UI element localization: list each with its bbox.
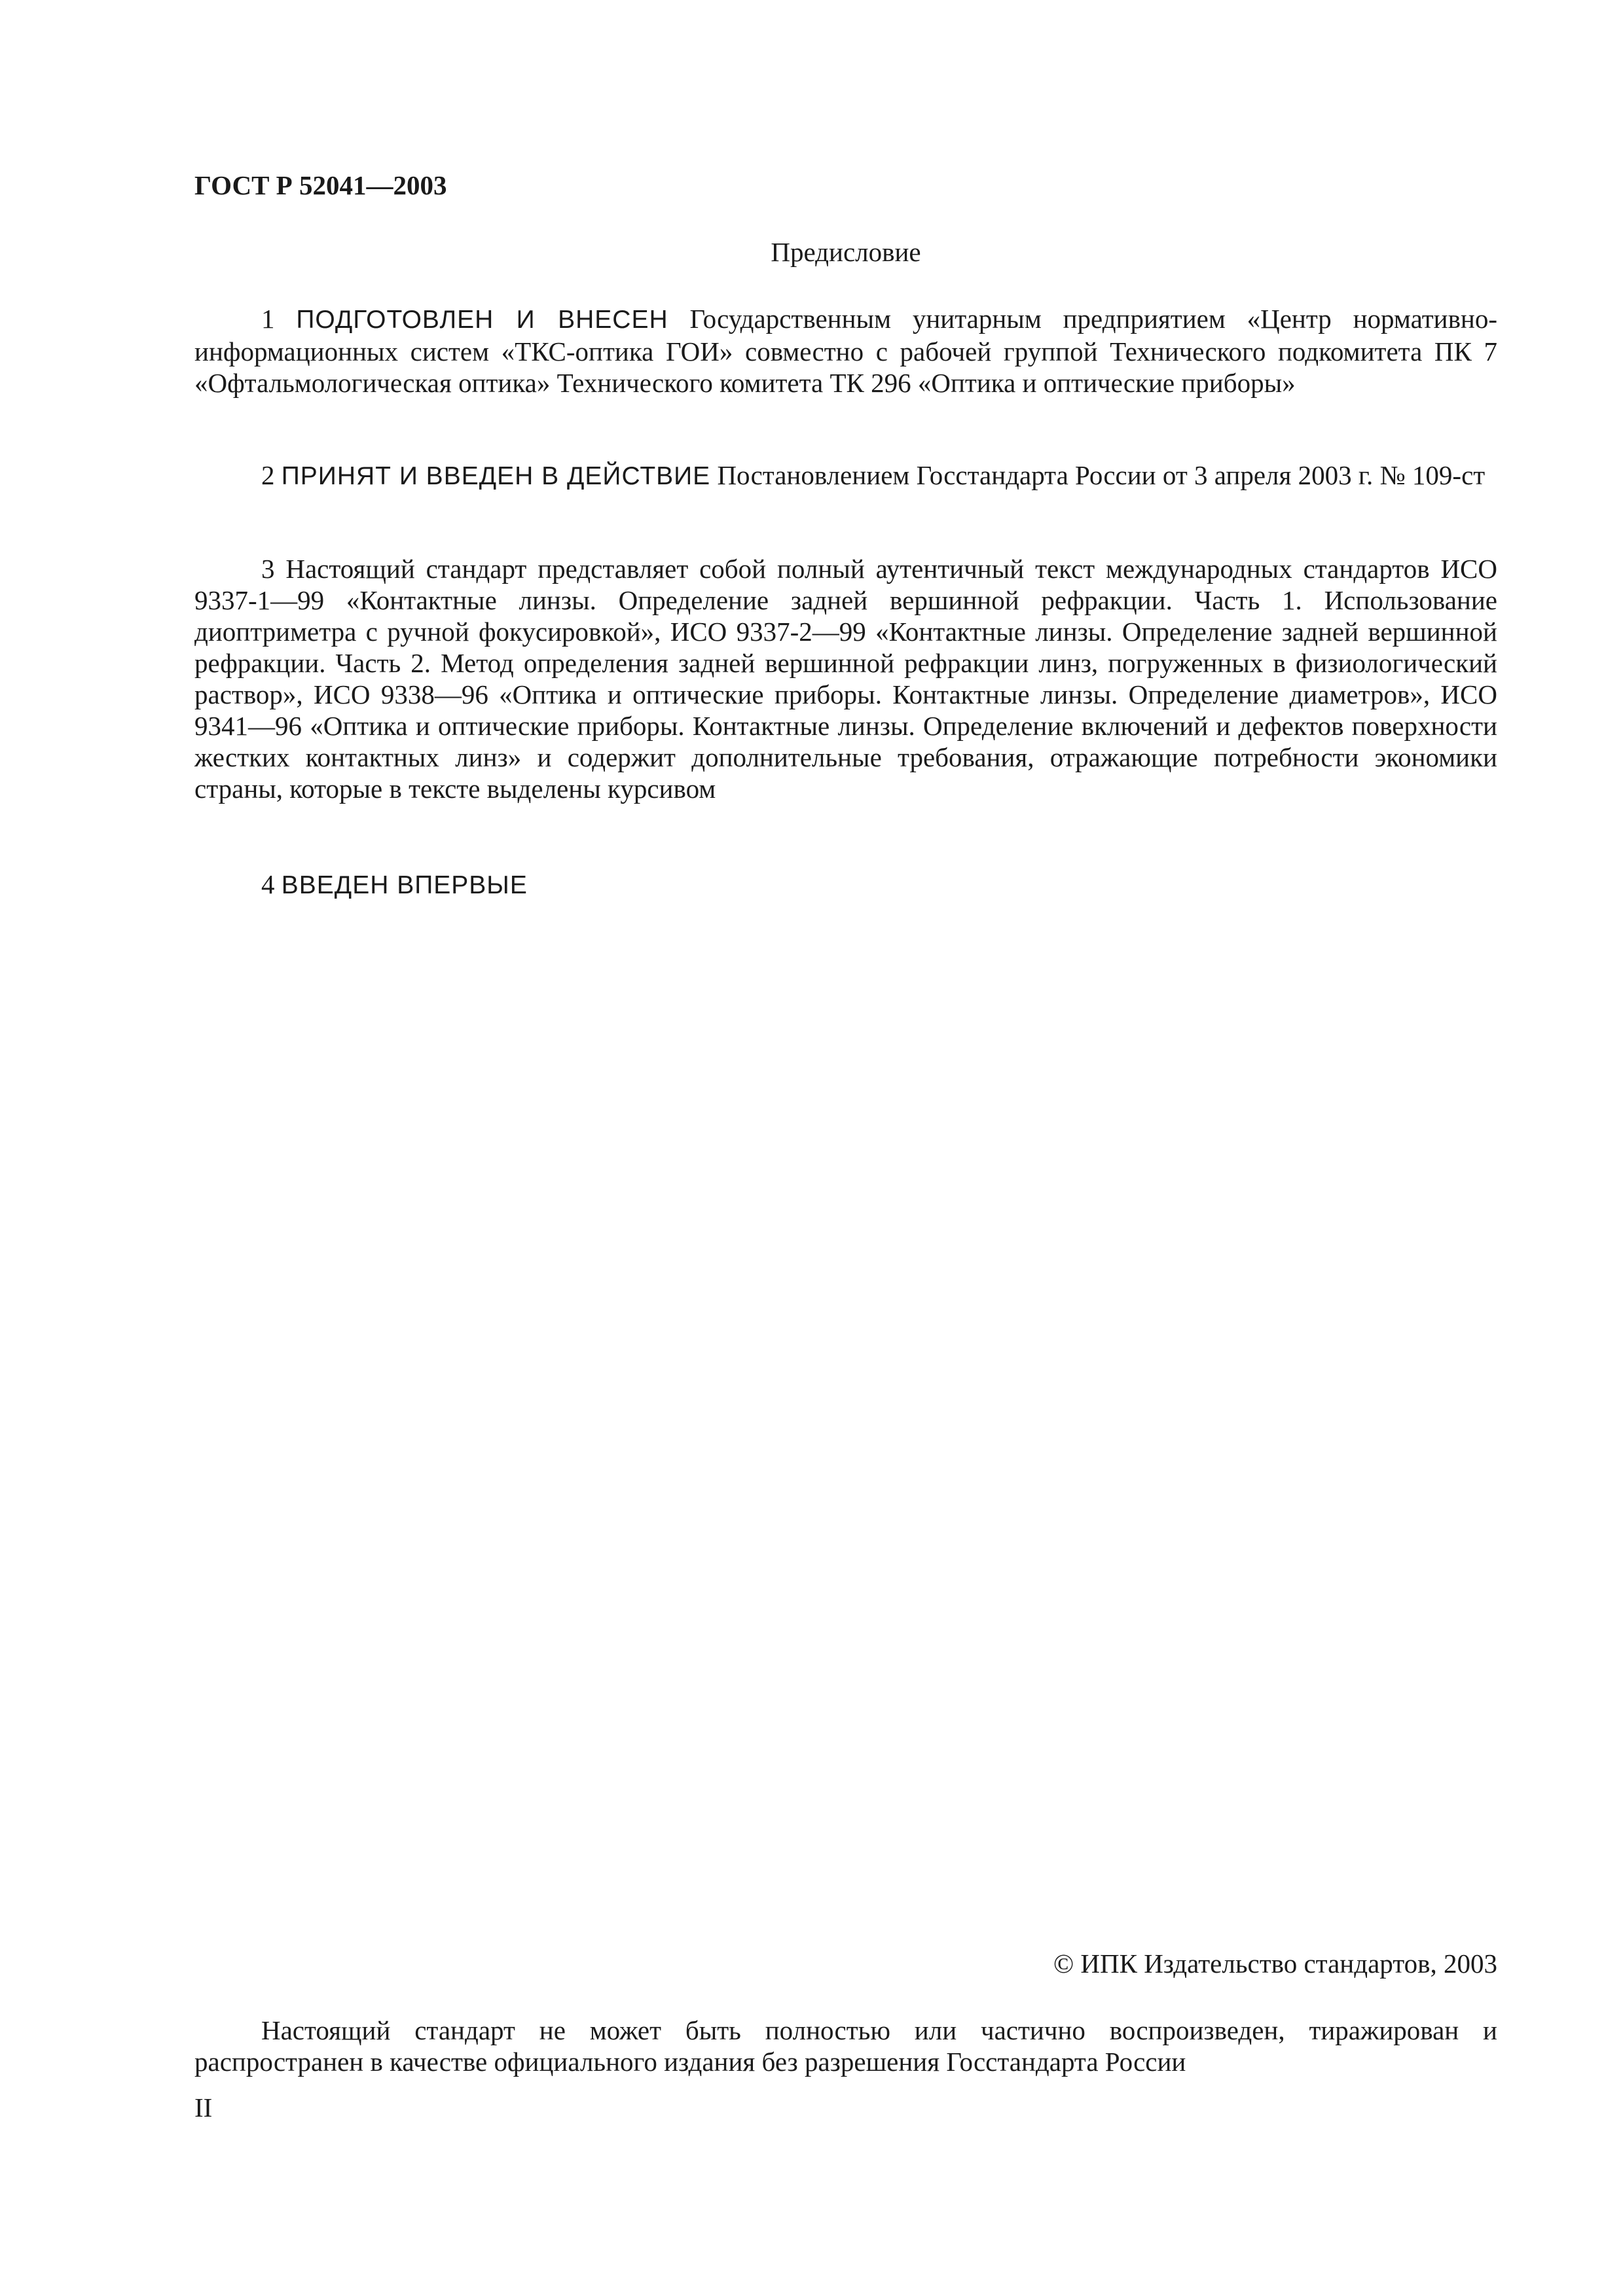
foreword-item-1 [194,303,1497,399]
item-number: 3 [261,554,275,584]
item-number: 1 [261,304,275,334]
page-number: II [194,2092,213,2123]
document-code: ГОСТ Р 52041—2003 [194,170,447,200]
item-lead: ПОДГОТОВЛЕН И ВНЕСЕН [296,306,668,334]
foreword-item-3 [194,553,1497,804]
foreword-title: Предисловие [771,237,921,267]
item-number: 4 [261,869,275,899]
item-text: Постановлением Госстандарта России от 3 апреля 2003 г. № 109-ст [717,460,1486,490]
foreword-item-4 [194,869,1497,901]
copyright-line: © ИПК Издательство стандартов, 2003 [1053,1948,1497,1979]
item-text: Государственным унитарным предприятием «Центр нормативно-информационных систем «ТКС-оптика ГОИ» совместно с рабочей группой Технического подкомитета ПК 7 «Офтальмологическая оптика» Технического комитета ТК 296 «Оптика и оптические приборы» [194,304,1498,398]
item-number: 2 [261,460,275,490]
item-text: Настоящий стандарт представляет собой полный аутентичный текст международных стандартов ИСО 9337-1—99 «Контактные линзы. Определение задней вершинной рефракции. Часть 1. Использование диоптриметра с ручной фокусировкой», ИСО 9337-2—99 «Контактные линзы. Определение задней вершинной рефракции. Часть 2. Метод определения задней вершинной рефракции линз, погруженных в физиологический раствор», ИСО 9338—96 «Оптика и оптические приборы. Контактные линзы. Определение диаметров», ИСО 9341—96 «Оптика и оптические приборы. Контактные линзы. Определение включений и дефектов поверхности жестких контактных линз» и содержит дополнительные требования, отражающие потребности экономики страны, которые в тексте выделены курсивом [194,554,1498,804]
reproduction-notice: Настоящий стандарт не может быть полностью или частично воспроизведен, тиражирован и распространен в качестве официального издания без разрешения Госстандарта России [194,2015,1497,2077]
item-lead: ПРИНЯТ И ВВЕДЕН В ДЕЙСТВИЕ [281,462,711,490]
item-lead: ВВЕДЕН ВПЕРВЫЕ [281,871,528,899]
foreword-item-2 [194,459,1497,492]
